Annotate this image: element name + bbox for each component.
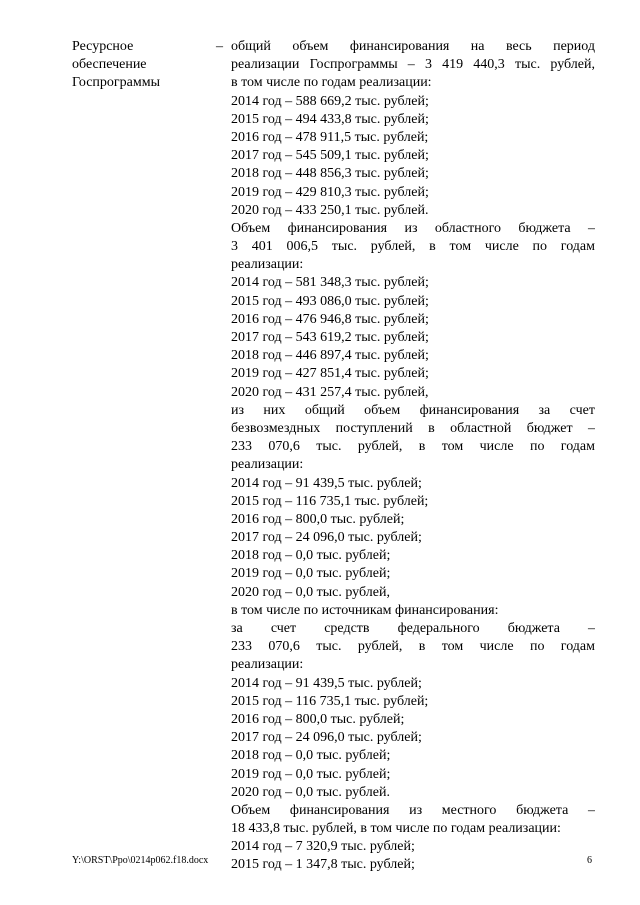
text-line: 2018 год – 446 897,4 тыс. рублей; <box>231 348 429 364</box>
text-line: 2014 год – 91 439,5 тыс. рублей; <box>231 475 422 491</box>
text-line: 2019 год – 429 810,3 тыс. рублей; <box>231 184 429 200</box>
section-label <box>72 38 212 93</box>
text-line: 2017 год – 543 619,2 тыс. рублей; <box>231 330 429 345</box>
footer-page-number: 6 <box>587 855 592 866</box>
text-line: 2014 год – 588 669,2 тыс. рублей; <box>231 93 429 109</box>
text-line: 233 070,6 тыс. рублей, в том числе по годам <box>231 639 595 655</box>
text-line: 2017 год – 545 509,1 тыс. рублей; <box>231 148 429 164</box>
text-line: из них общий объем финансирования за счет <box>231 402 595 418</box>
text-line: 2018 год – 448 856,3 тыс. рублей; <box>231 166 429 182</box>
text-line: 2015 год – 116 735,1 тыс. рублей; <box>231 693 429 709</box>
text-line: 2020 год – 431 257,4 тыс. рублей, <box>231 384 429 400</box>
text-line: 2014 год – 581 348,3 тыс. рублей; <box>231 275 429 291</box>
text-line: реализации Госпрограммы – 3 419 440,3 тыс. рублей, <box>231 57 595 73</box>
text-line: 2014 год – 91 439,5 тыс. рублей; <box>231 675 422 691</box>
section-label-line: Ресурсное <box>72 39 134 54</box>
text-line: 2020 год – 0,0 тыс. рублей. <box>231 784 390 800</box>
text-line: безвозмездных поступлений в областной бюджет – <box>231 420 595 436</box>
text-line: 2017 год – 24 096,0 тыс. рублей; <box>231 730 422 746</box>
section-label-line: обеспечение <box>72 57 147 73</box>
text-line: Объем финансирования из областного бюджета – <box>231 220 595 236</box>
text-line: 233 070,6 тыс. рублей, в том числе по годам <box>231 439 595 455</box>
text-line: 2019 год – 0,0 тыс. рублей; <box>231 766 391 782</box>
text-line: в том числе по годам реализации: <box>231 75 432 91</box>
text-line: реализации: <box>231 457 304 473</box>
text-line: за счет средств федерального бюджета – <box>231 621 595 636</box>
text-line: 3 401 006,5 тыс. рублей, в том числе по годам <box>231 239 595 255</box>
text-line: 2018 год – 0,0 тыс. рублей; <box>231 548 391 564</box>
text-line: 2015 год – 493 086,0 тыс. рублей; <box>231 293 429 309</box>
text-line: 2014 год – 7 320,9 тыс. рублей; <box>231 839 415 855</box>
text-line: Объем финансирования из местного бюджета – <box>231 802 595 818</box>
text-line: 2018 год – 0,0 тыс. рублей; <box>231 748 391 764</box>
footer-file-path: Y:\ORST\Ppo\0214p062.f18.docx <box>72 855 209 866</box>
text-line: 2015 год – 1 347,8 тыс. рублей; <box>231 857 415 873</box>
text-line: 18 433,8 тыс. рублей, в том числе по годам реализации: <box>231 821 561 837</box>
text-line: реализации: <box>231 257 304 273</box>
text-line: 2020 год – 0,0 тыс. рублей, <box>231 584 390 600</box>
text-line: 2016 год – 800,0 тыс. рублей; <box>231 511 405 527</box>
text-line: 2016 год – 800,0 тыс. рублей; <box>231 711 405 727</box>
text-line: 2017 год – 24 096,0 тыс. рублей; <box>231 530 422 546</box>
text-line: 2015 год – 494 433,8 тыс. рублей; <box>231 111 429 127</box>
text-line: 2019 год – 0,0 тыс. рублей; <box>231 566 391 582</box>
text-line: реализации: <box>231 657 304 673</box>
text-line: 2016 год – 478 911,5 тыс. рублей; <box>231 129 429 145</box>
section-label-line: Госпрограммы <box>72 75 160 91</box>
financing-description <box>231 38 595 875</box>
text-line: в том числе по источникам финансирования: <box>231 602 499 618</box>
text-line: 2020 год – 433 250,1 тыс. рублей. <box>231 202 429 218</box>
text-line: 2016 год – 476 946,8 тыс. рублей; <box>231 311 429 327</box>
label-dash: – <box>216 39 223 54</box>
text-line: 2019 год – 427 851,4 тыс. рублей; <box>231 366 429 382</box>
text-line: 2015 год – 116 735,1 тыс. рублей; <box>231 493 429 509</box>
text-line: общий объем финансирования на весь период <box>231 39 595 54</box>
